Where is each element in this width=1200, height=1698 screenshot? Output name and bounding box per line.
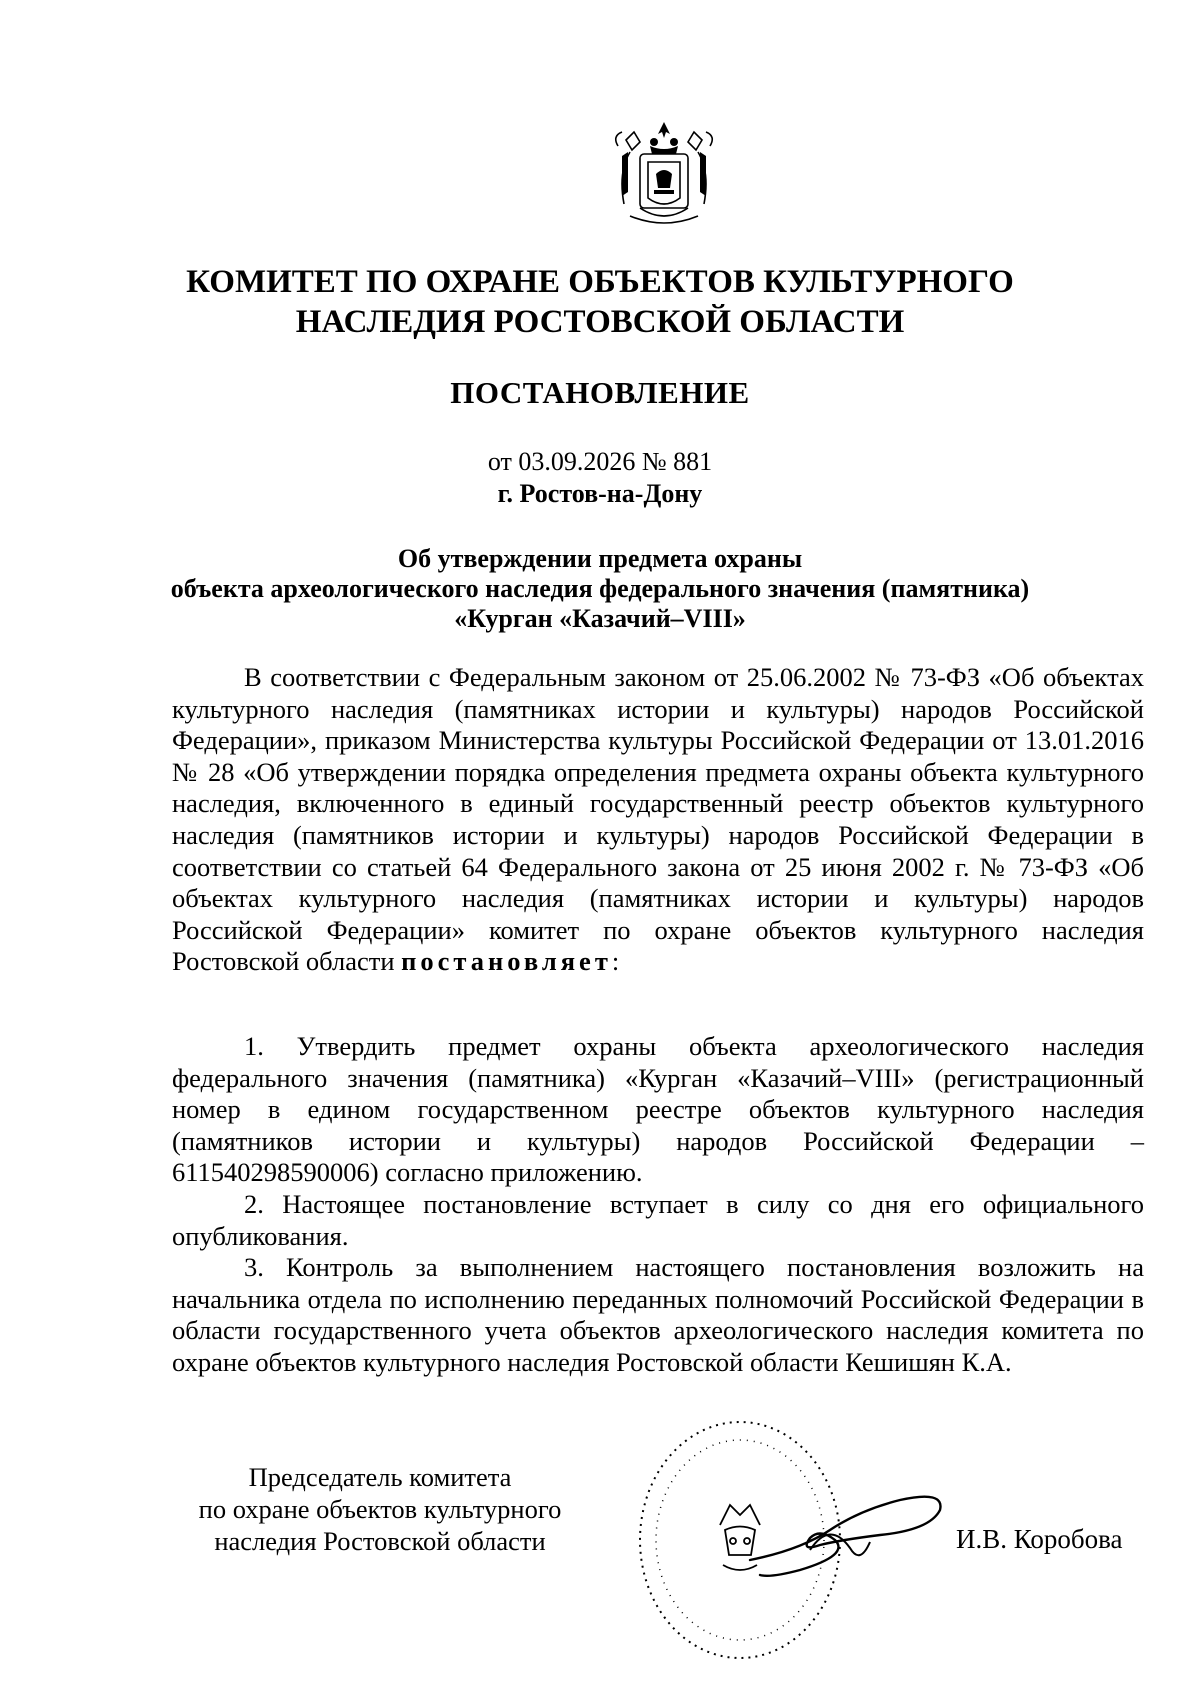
resolution-item: 1. Утвердить предмет охраны объекта археологического наследия федерального значения (памятника) «Курган «Казачий–VIII» (регистрационный номер в едином государственном реестре объектов культурного наследия (памятников истории и культуры) народов Российской Федерации – 611540298590006) согласно приложению. [172, 1031, 1144, 1188]
signatory-position-line-2: по охране объектов культурного [198, 1494, 562, 1524]
document-date-number: от 03.09.2026 № 881 [487, 447, 713, 476]
subject-line-3: «Курган «Казачий–VIII» [454, 604, 746, 633]
preamble-paragraph [172, 662, 1144, 978]
resolution-item: 2. Настоящее постановление вступает в силу со дня его официального опубликования. [172, 1188, 1144, 1251]
resolution-item: 3. Контроль за выполнением настоящего постановления возложить на начальника отдела по исполнению переданных полномочий Российской Федерации в области государственного учета объектов археологического наследия комитета по охране объектов культурного наследия Ростовской области Кешишян К.А. [172, 1252, 1144, 1377]
organization-name-line-2: НАСЛЕДИЯ РОСТОВСКОЙ ОБЛАСТИ [295, 304, 905, 340]
document-subject [0, 544, 1200, 634]
handwritten-signature [740, 1480, 950, 1590]
signatory-position-line-3: наследия Ростовской области [214, 1526, 546, 1556]
resolution-items [172, 1031, 1144, 1379]
organization-name-line-1: КОМИТЕТ ПО ОХРАНЕ ОБЪЕКТОВ КУЛЬТУРНОГО [186, 264, 1014, 300]
subject-line-2: объекта археологического наследия федерального значения (памятника) [170, 574, 1030, 603]
document-city: г. Ростов-на-Дону [497, 479, 703, 508]
coat-of-arms-emblem [610, 112, 718, 230]
document-type: ПОСТАНОВЛЕНИЕ [450, 375, 750, 410]
resolves-colon: : [611, 946, 620, 977]
signatory-name: И.В. Коробова [956, 1524, 1123, 1554]
signatory-position-line-1: Председатель комитета [248, 1462, 512, 1492]
signatory-position [150, 1461, 610, 1557]
preamble-text: В соответствии с Федеральным законом от 25.06.2002 № 73-ФЗ «Об объектах культурного наследия (памятниках истории и культуры) народов Российской Федерации», приказом Министерства культуры Российской Федерации от 13.01.2016 № 28 «Об утверждении порядка определения предмета охраны объекта культурного наследия, включенного в единый государственный реестр объектов культурного наследия (памятников истории и культуры) народов Российской Федерации в соответствии со статьей 64 Федерального закона от 25 июня 2002 г. № 73-ФЗ «Об объектах культурного наследия (памятниках истории и культуры) народов Российской Федерации» комитет по охране объектов культурного наследия Ростовской области [172, 662, 1144, 977]
resolves-word: постановляет [401, 946, 612, 977]
organization-name [0, 262, 1200, 342]
subject-line-1: Об утверждении предмета охраны [397, 544, 803, 573]
